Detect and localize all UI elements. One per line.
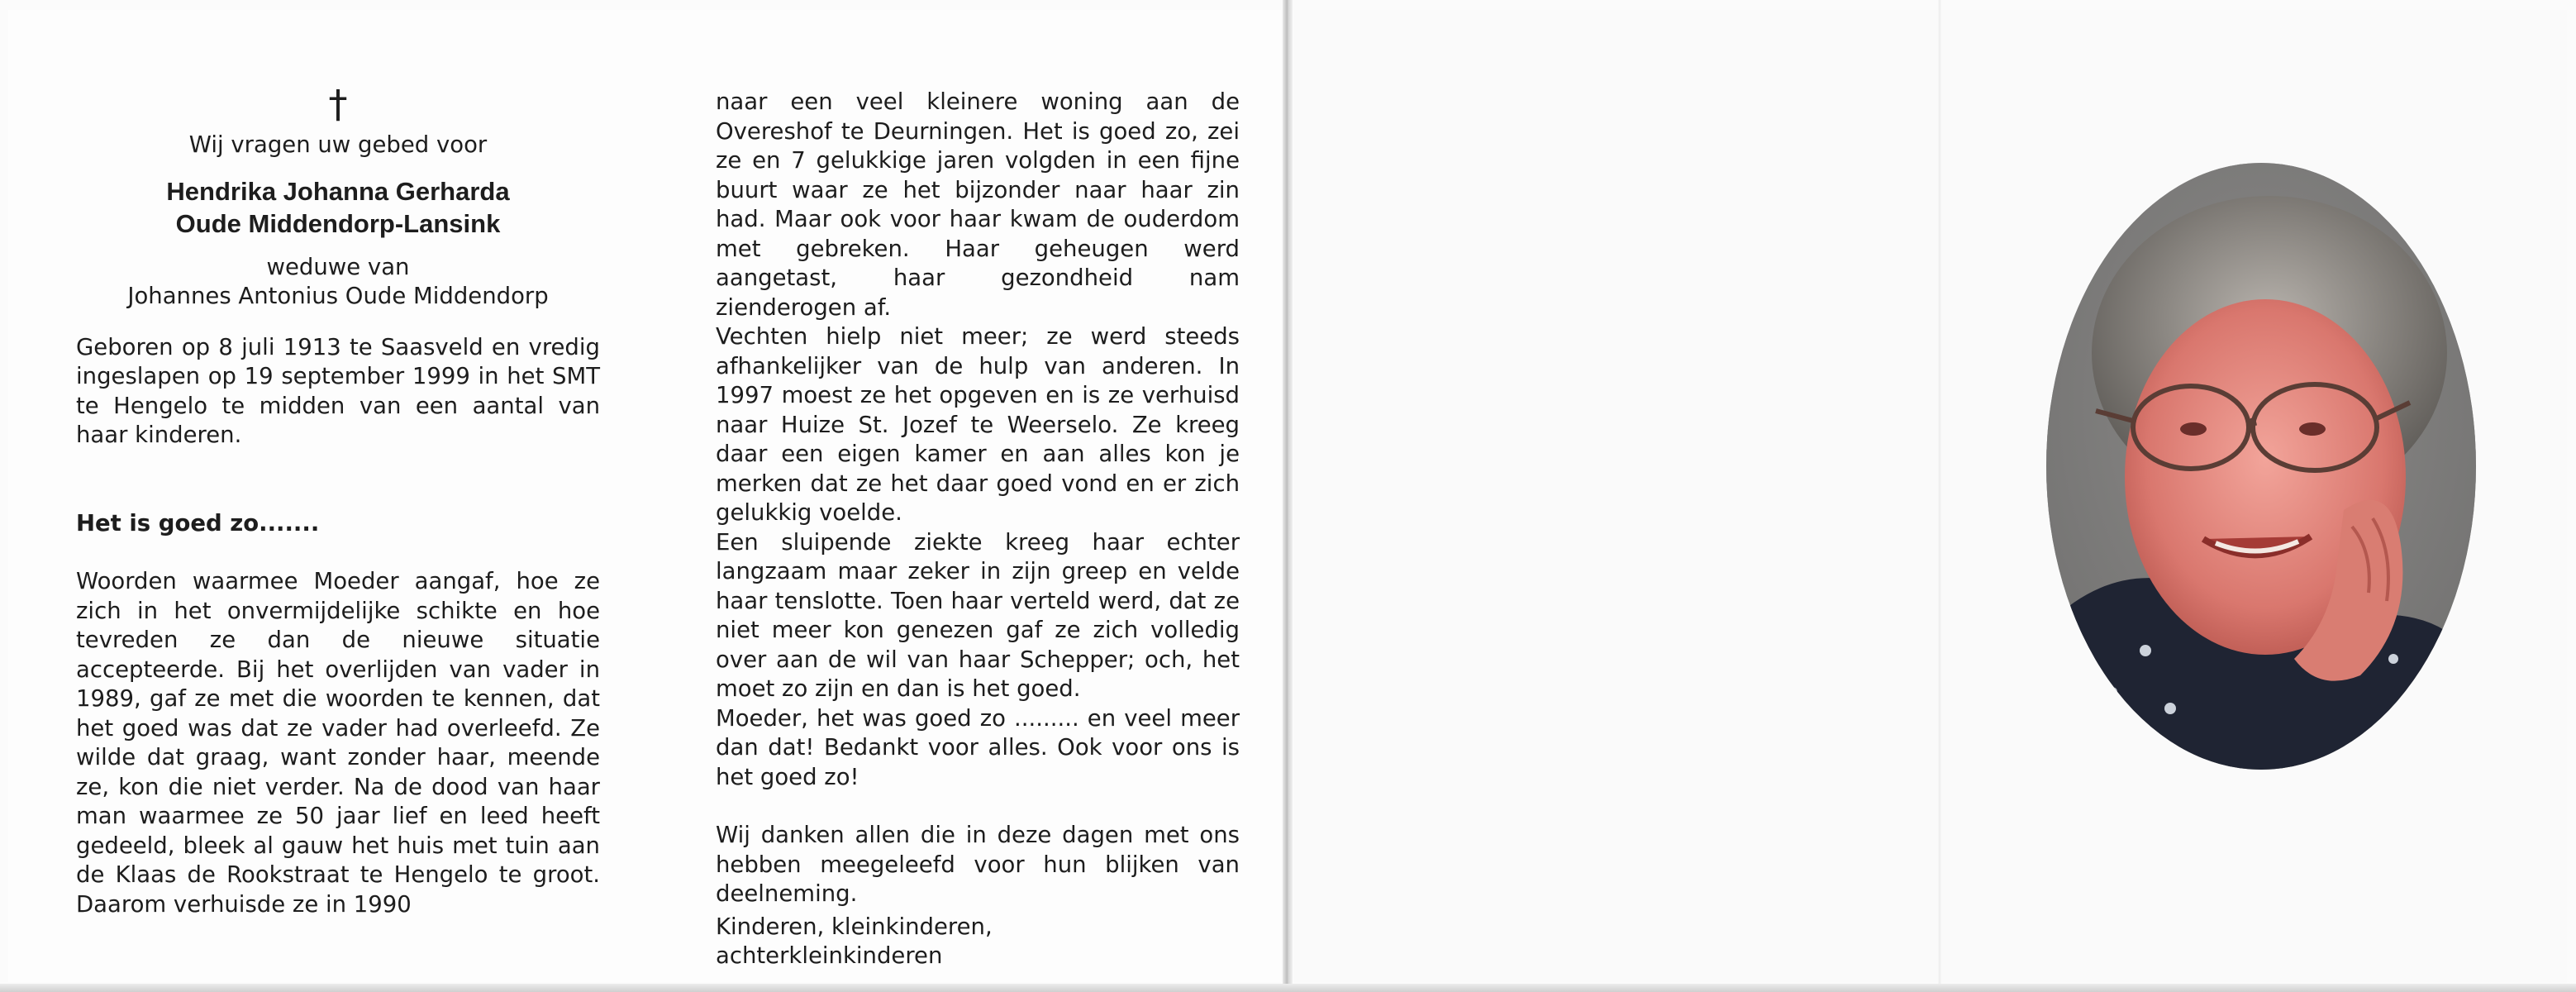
portrait-illustration bbox=[2046, 163, 2476, 770]
memorial-text-part5: Moeder, het was goed zo ......... en veel meer dan dat! Bedankt voor alles. Ook voor ons is het goed zo! bbox=[716, 704, 1240, 790]
thanks-text: Wij danken allen die in deze dagen met ons hebben meegeleefd voor hun blijken van deelneming. bbox=[716, 822, 1240, 907]
portrait-photo bbox=[2046, 163, 2476, 770]
cross-icon: † bbox=[328, 82, 348, 126]
back-fold bbox=[1938, 0, 1941, 992]
deceased-name-line1: Hendrika Johanna Gerharda bbox=[166, 176, 510, 206]
center-fold bbox=[1283, 0, 1293, 992]
memorial-text-part4: Een sluipende ziekte kreeg haar echter langzaam maar zeker in zijn greep en velde haar tenslotte. Toen haar verteld werd, dat ze niet meer kon genezen gaf ze zich volledig over aan de wil van haar Schepper; och, het moet zo zijn en dan is het goed. bbox=[716, 528, 1240, 702]
memorial-text-part3: Vechten hielp niet meer; ze werd steeds afhankelijker van de hulp van anderen. In 1997 moest ze het opgeven en is ze verhuisd naar Huize St. Jozef te Weerselo. Ze kreeg daar een eigen kamer en aan alles kon je merken dat ze het daar goed vond en er zich gelukkig voelde. bbox=[716, 323, 1240, 526]
middle-column bbox=[716, 88, 1240, 971]
section-heading: Het is goed zo....... bbox=[76, 509, 320, 537]
memorial-text-part1: Woorden waarmee Moeder aangaf, hoe ze zich in het onvermijdelijke schikte en hoe tevreden ze dan de nieuwe situatie accepteerde. Bij het overlijden van vader in 1989, gaf ze met die woorden te kennen, dat het goed was dat ze vader had overleefd. Ze wilde dat graag, want zonder haar, meende ze, kon die niet verder. Na de dood van haar man waarmee ze 50 jaar lief en leed heeft gedeeld, bleek al gauw het huis met tuin aan de Klaas de Rookstraat te Hengelo te groot. Daarom verhuisde ze in 1990 bbox=[76, 568, 600, 918]
widow-of-label: weduwe van bbox=[266, 253, 410, 280]
signature-line1: Kinderen, kleinkinderen, bbox=[716, 913, 993, 940]
prayer-intro: Wij vragen uw gebed voor bbox=[188, 131, 488, 158]
left-column bbox=[76, 83, 600, 919]
signature-line2: achterkleinkinderen bbox=[716, 942, 943, 969]
memorial-text-part2: naar een veel kleinere woning aan de Overeshof te Deurningen. Het is goed zo, zei ze en 7 gelukkige jaren volgden in een fijne buurt waar ze het bijzonder naar haar zin had. Maar ook voor haar kwam de ouderdom met gebreken. Haar geheugen werd aangetast, haar gezondheid nam zienderogen af. bbox=[716, 88, 1240, 321]
deceased-name-line2: Oude Middendorp-Lansink bbox=[175, 208, 501, 238]
spouse-name: Johannes Antonius Oude Middendorp bbox=[127, 283, 549, 309]
birth-death-text: Geboren op 8 juli 1913 te Saasveld en vredig ingeslapen op 19 september 1999 in het SMT te Hengelo te midden van een aantal van haar kinderen. bbox=[76, 333, 600, 448]
card-bottom-edge bbox=[0, 984, 2576, 992]
